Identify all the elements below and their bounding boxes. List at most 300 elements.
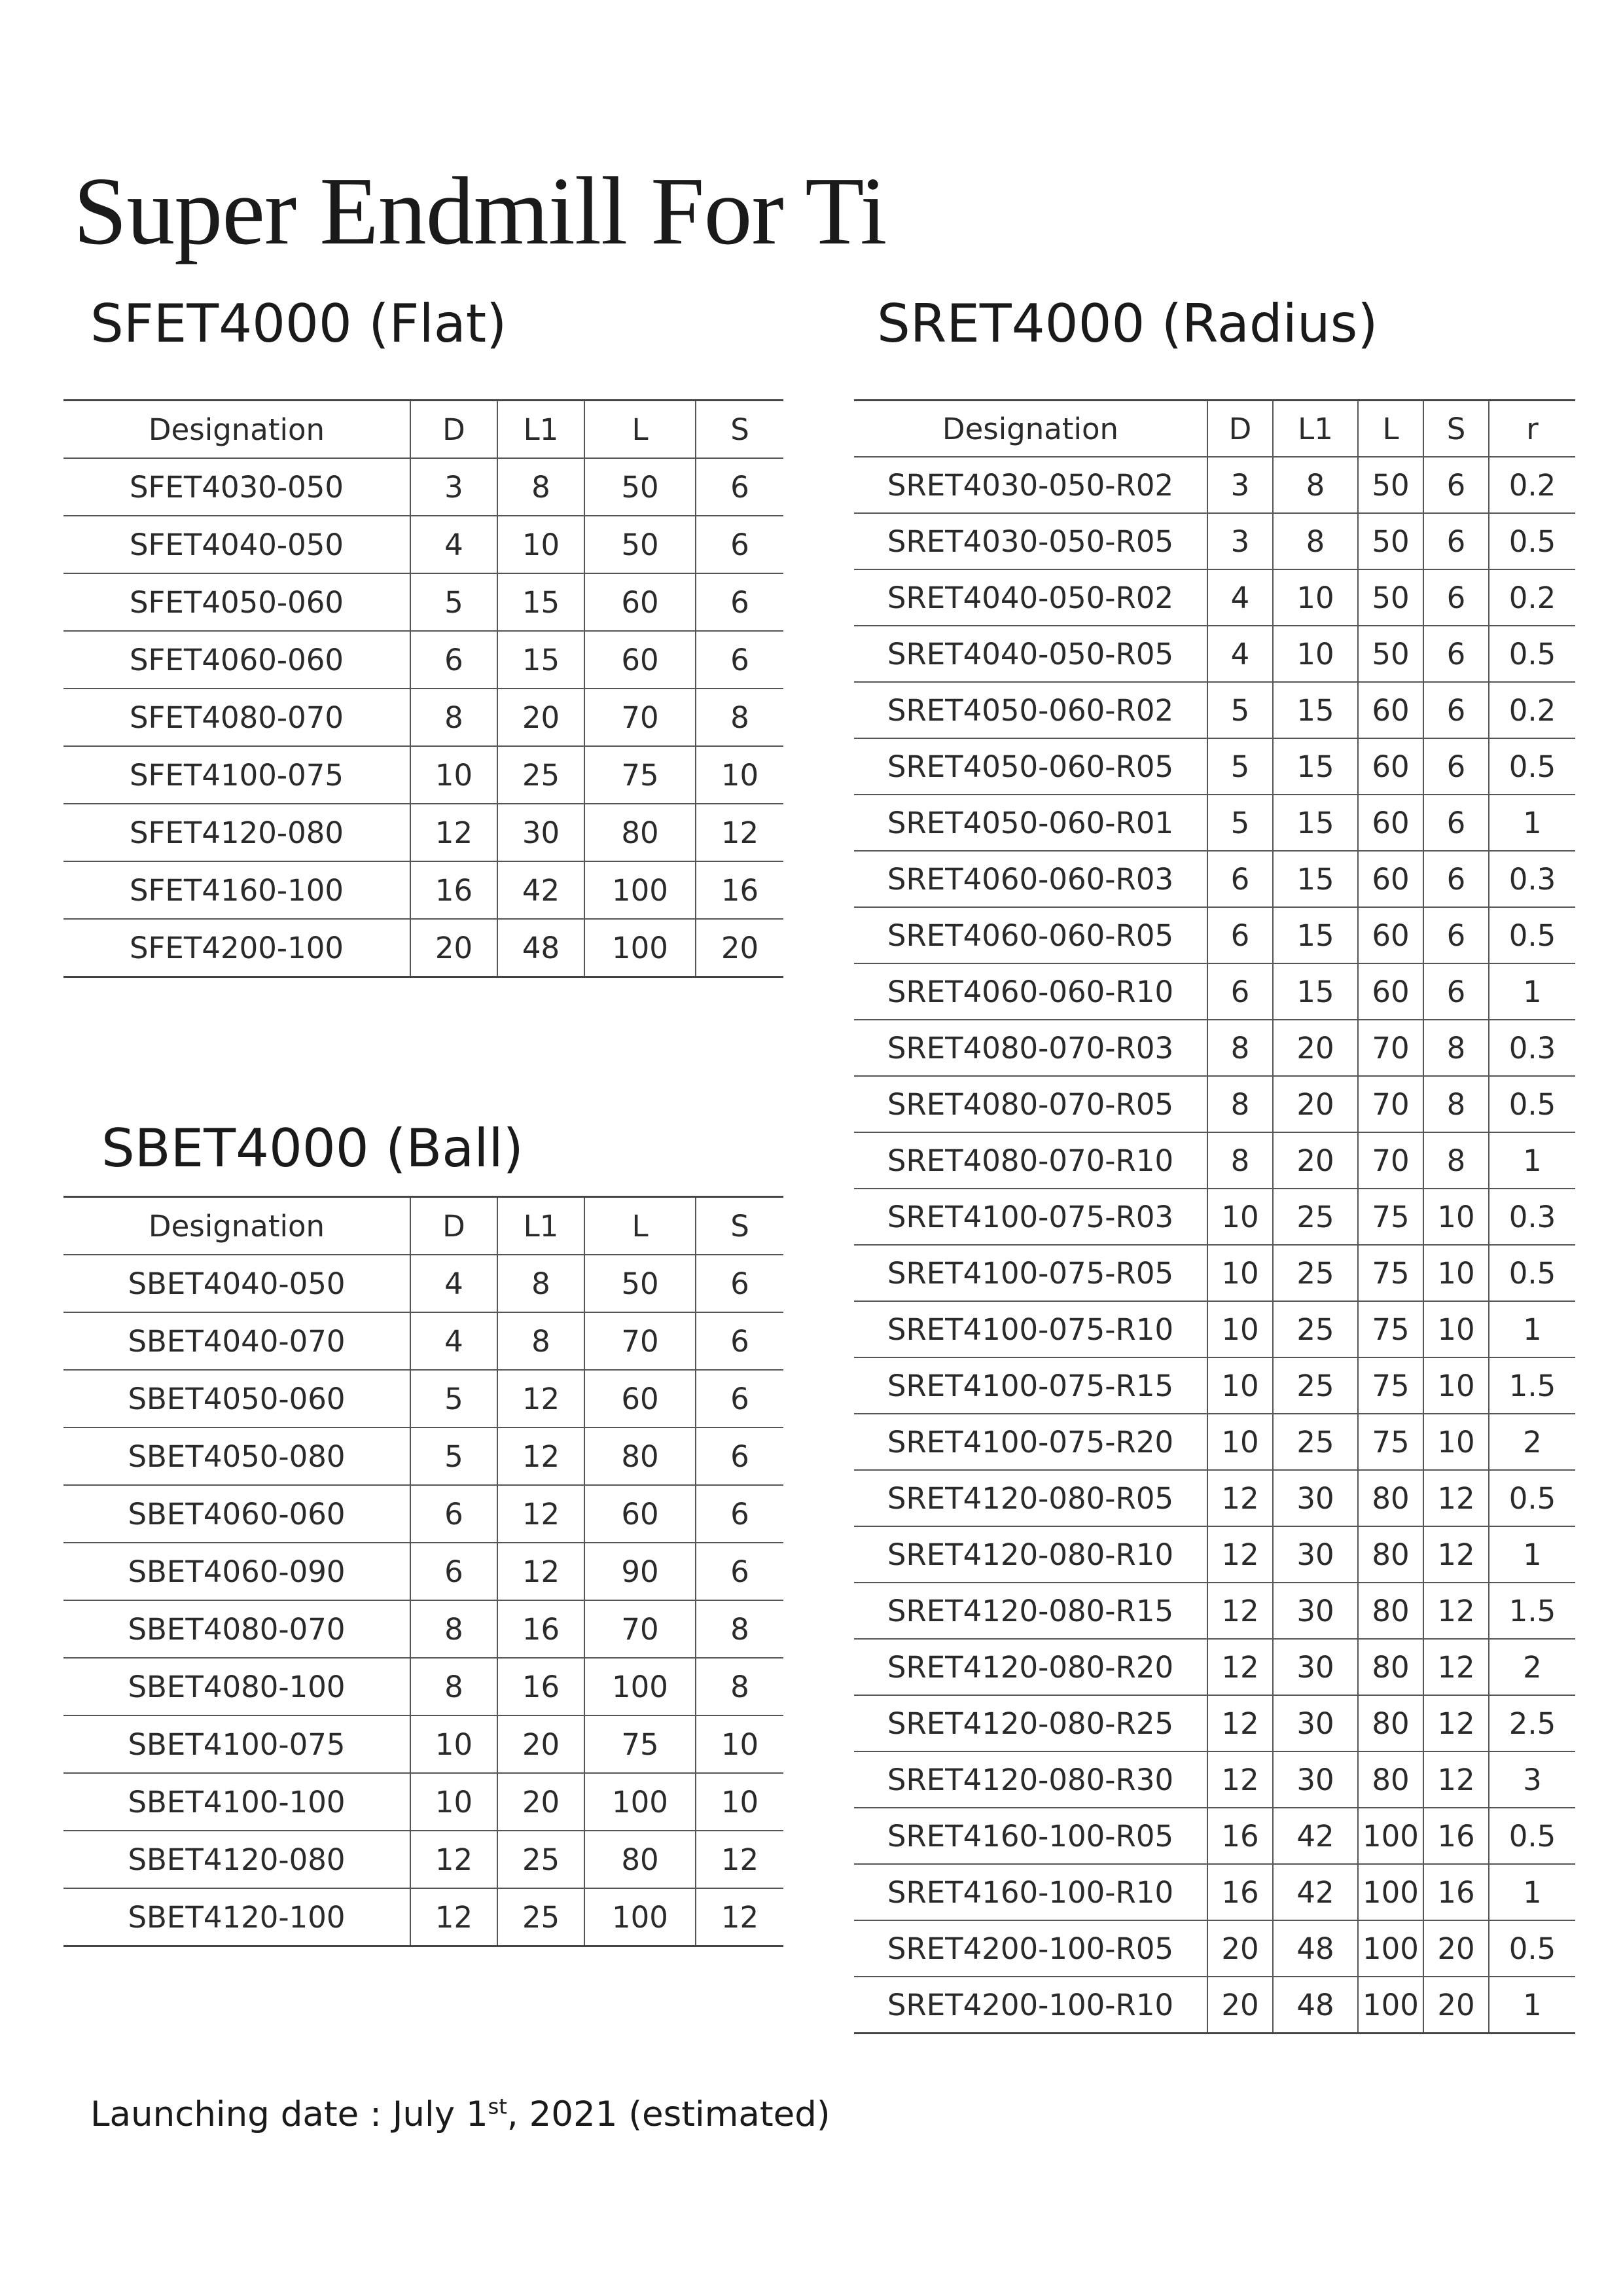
- designation-cell: SFET4040-050: [63, 516, 410, 573]
- designation-cell: SBET4050-080: [63, 1427, 410, 1485]
- launch-date-year: , 2021 (estimated): [507, 2094, 830, 2134]
- value-cell: 80: [584, 1831, 696, 1888]
- value-cell: 12: [1423, 1695, 1489, 1751]
- column-header: L1: [1273, 401, 1358, 457]
- column-header: L: [584, 1197, 696, 1255]
- designation-cell: SRET4200-100-R10: [854, 1977, 1207, 2034]
- value-cell: 1: [1489, 1301, 1575, 1357]
- value-cell: 90: [584, 1543, 696, 1600]
- designation-cell: SRET4100-075-R10: [854, 1301, 1207, 1357]
- designation-cell: SBET4060-060: [63, 1485, 410, 1543]
- table-row: [63, 1600, 783, 1658]
- value-cell: 48: [497, 919, 584, 977]
- ball-spec-table: [63, 1196, 783, 1947]
- value-cell: 2.5: [1489, 1695, 1575, 1751]
- value-cell: 12: [1423, 1583, 1489, 1639]
- value-cell: 10: [696, 746, 783, 804]
- value-cell: 0.2: [1489, 682, 1575, 738]
- column-header: L1: [497, 401, 584, 459]
- designation-cell: SRET4060-060-R10: [854, 963, 1207, 1020]
- column-header: S: [696, 401, 783, 459]
- value-cell: 48: [1273, 1920, 1358, 1977]
- column-header: Designation: [854, 401, 1207, 457]
- designation-cell: SRET4120-080-R05: [854, 1470, 1207, 1526]
- designation-cell: SBET4040-050: [63, 1255, 410, 1312]
- value-cell: 0.5: [1489, 1920, 1575, 1977]
- designation-cell: SBET4120-100: [63, 1888, 410, 1946]
- value-cell: 25: [1273, 1357, 1358, 1414]
- value-cell: 8: [696, 689, 783, 746]
- ordinal-suffix: st: [488, 2094, 507, 2119]
- value-cell: 20: [1273, 1132, 1358, 1189]
- value-cell: 75: [1358, 1357, 1423, 1414]
- value-cell: 60: [1358, 738, 1423, 795]
- table-row: [63, 919, 783, 977]
- table-row: [854, 851, 1575, 907]
- table-header-row: [854, 401, 1575, 457]
- designation-cell: SBET4050-060: [63, 1370, 410, 1427]
- column-header: D: [410, 401, 497, 459]
- value-cell: 3: [1489, 1751, 1575, 1808]
- designation-cell: SRET4040-050-R05: [854, 626, 1207, 682]
- value-cell: 20: [1273, 1076, 1358, 1132]
- value-cell: 0.5: [1489, 1470, 1575, 1526]
- table-row: [854, 457, 1575, 513]
- value-cell: 70: [584, 1600, 696, 1658]
- value-cell: 1: [1489, 1526, 1575, 1583]
- table-row: [854, 1189, 1575, 1245]
- value-cell: 1: [1489, 1864, 1575, 1920]
- value-cell: 50: [1358, 626, 1423, 682]
- designation-cell: SBET4100-075: [63, 1715, 410, 1773]
- value-cell: 4: [410, 516, 497, 573]
- value-cell: 20: [1207, 1920, 1273, 1977]
- value-cell: 30: [1273, 1526, 1358, 1583]
- value-cell: 100: [1358, 1808, 1423, 1864]
- value-cell: 6: [696, 516, 783, 573]
- value-cell: 10: [1423, 1301, 1489, 1357]
- value-cell: 100: [1358, 1864, 1423, 1920]
- value-cell: 8: [410, 689, 497, 746]
- table-row: [854, 1020, 1575, 1076]
- value-cell: 12: [1423, 1751, 1489, 1808]
- value-cell: 80: [584, 1427, 696, 1485]
- page-title: Super Endmill For Ti: [73, 158, 887, 265]
- value-cell: 12: [1207, 1583, 1273, 1639]
- radius-section-heading: SRET4000 (Radius): [877, 293, 1378, 354]
- designation-cell: SRET4100-075-R05: [854, 1245, 1207, 1301]
- value-cell: 8: [1207, 1076, 1273, 1132]
- table-row: [854, 963, 1575, 1020]
- table-row: [854, 1357, 1575, 1414]
- designation-cell: SBET4040-070: [63, 1312, 410, 1370]
- value-cell: 60: [584, 1370, 696, 1427]
- value-cell: 0.3: [1489, 1020, 1575, 1076]
- table-row: [63, 1543, 783, 1600]
- value-cell: 12: [497, 1543, 584, 1600]
- value-cell: 25: [1273, 1301, 1358, 1357]
- value-cell: 80: [584, 804, 696, 861]
- value-cell: 6: [696, 1255, 783, 1312]
- value-cell: 12: [1423, 1526, 1489, 1583]
- value-cell: 0.3: [1489, 851, 1575, 907]
- value-cell: 0.5: [1489, 1808, 1575, 1864]
- value-cell: 4: [1207, 569, 1273, 626]
- value-cell: 10: [1273, 569, 1358, 626]
- designation-cell: SRET4120-080-R20: [854, 1639, 1207, 1695]
- table-row: [854, 1301, 1575, 1357]
- value-cell: 1: [1489, 1132, 1575, 1189]
- table-row: [854, 1639, 1575, 1695]
- designation-cell: SRET4160-100-R10: [854, 1864, 1207, 1920]
- flat-section-heading: SFET4000 (Flat): [90, 293, 507, 354]
- value-cell: 10: [1423, 1245, 1489, 1301]
- value-cell: 70: [1358, 1076, 1423, 1132]
- value-cell: 4: [410, 1255, 497, 1312]
- value-cell: 12: [1207, 1695, 1273, 1751]
- value-cell: 8: [497, 1312, 584, 1370]
- value-cell: 75: [584, 746, 696, 804]
- value-cell: 0.2: [1489, 569, 1575, 626]
- value-cell: 3: [1207, 457, 1273, 513]
- designation-cell: SRET4050-060-R01: [854, 795, 1207, 851]
- value-cell: 20: [1273, 1020, 1358, 1076]
- value-cell: 10: [1273, 626, 1358, 682]
- ball-section-heading: SBET4000 (Ball): [101, 1118, 524, 1179]
- value-cell: 10: [696, 1773, 783, 1831]
- table-row: [63, 458, 783, 516]
- table-row: [63, 1370, 783, 1427]
- value-cell: 50: [584, 458, 696, 516]
- value-cell: 12: [1423, 1639, 1489, 1695]
- designation-cell: SFET4050-060: [63, 573, 410, 631]
- value-cell: 2: [1489, 1414, 1575, 1470]
- value-cell: 6: [410, 1485, 497, 1543]
- value-cell: 75: [1358, 1301, 1423, 1357]
- table-row: [63, 573, 783, 631]
- value-cell: 60: [584, 573, 696, 631]
- value-cell: 60: [1358, 851, 1423, 907]
- value-cell: 12: [696, 1888, 783, 1946]
- column-header: S: [1423, 401, 1489, 457]
- value-cell: 8: [1273, 457, 1358, 513]
- table-row: [854, 907, 1575, 963]
- value-cell: 0.5: [1489, 513, 1575, 569]
- value-cell: 5: [1207, 738, 1273, 795]
- value-cell: 50: [1358, 457, 1423, 513]
- table-row: [854, 1695, 1575, 1751]
- value-cell: 50: [1358, 513, 1423, 569]
- table-row: [63, 1658, 783, 1715]
- value-cell: 30: [1273, 1470, 1358, 1526]
- value-cell: 15: [1273, 963, 1358, 1020]
- value-cell: 10: [410, 746, 497, 804]
- value-cell: 30: [1273, 1751, 1358, 1808]
- value-cell: 16: [1207, 1808, 1273, 1864]
- table-row: [63, 1773, 783, 1831]
- table-row: [854, 1132, 1575, 1189]
- value-cell: 15: [1273, 738, 1358, 795]
- value-cell: 12: [497, 1485, 584, 1543]
- value-cell: 1: [1489, 795, 1575, 851]
- designation-cell: SBET4060-090: [63, 1543, 410, 1600]
- table-row: [63, 516, 783, 573]
- value-cell: 10: [1423, 1357, 1489, 1414]
- designation-cell: SFET4060-060: [63, 631, 410, 689]
- value-cell: 70: [1358, 1132, 1423, 1189]
- designation-cell: SRET4100-075-R03: [854, 1189, 1207, 1245]
- table-row: [854, 1864, 1575, 1920]
- value-cell: 6: [1423, 795, 1489, 851]
- designation-cell: SRET4060-060-R05: [854, 907, 1207, 963]
- value-cell: 6: [1423, 626, 1489, 682]
- value-cell: 12: [1207, 1526, 1273, 1583]
- value-cell: 70: [584, 1312, 696, 1370]
- value-cell: 15: [1273, 795, 1358, 851]
- designation-cell: SFET4100-075: [63, 746, 410, 804]
- table-row: [63, 1831, 783, 1888]
- value-cell: 75: [584, 1715, 696, 1773]
- value-cell: 16: [1207, 1864, 1273, 1920]
- value-cell: 10: [410, 1773, 497, 1831]
- value-cell: 6: [696, 458, 783, 516]
- value-cell: 6: [696, 1543, 783, 1600]
- value-cell: 6: [696, 1370, 783, 1427]
- value-cell: 42: [497, 861, 584, 919]
- column-header: r: [1489, 401, 1575, 457]
- value-cell: 0.5: [1489, 907, 1575, 963]
- value-cell: 10: [1207, 1301, 1273, 1357]
- designation-cell: SRET4120-080-R25: [854, 1695, 1207, 1751]
- value-cell: 50: [584, 1255, 696, 1312]
- table-row: [854, 1583, 1575, 1639]
- value-cell: 0.5: [1489, 1076, 1575, 1132]
- table-row: [63, 1427, 783, 1485]
- value-cell: 60: [1358, 907, 1423, 963]
- value-cell: 6: [410, 631, 497, 689]
- value-cell: 25: [1273, 1189, 1358, 1245]
- column-header: L: [584, 401, 696, 459]
- value-cell: 8: [1423, 1020, 1489, 1076]
- designation-cell: SRET4120-080-R15: [854, 1583, 1207, 1639]
- value-cell: 25: [1273, 1414, 1358, 1470]
- value-cell: 1: [1489, 1977, 1575, 2034]
- value-cell: 100: [584, 1658, 696, 1715]
- table-row: [63, 1255, 783, 1312]
- value-cell: 6: [696, 631, 783, 689]
- value-cell: 6: [1423, 569, 1489, 626]
- value-cell: 12: [696, 804, 783, 861]
- table-row: [854, 795, 1575, 851]
- value-cell: 60: [584, 1485, 696, 1543]
- value-cell: 6: [1207, 963, 1273, 1020]
- value-cell: 100: [1358, 1977, 1423, 2034]
- table-row: [854, 1751, 1575, 1808]
- value-cell: 3: [410, 458, 497, 516]
- designation-cell: SRET4050-060-R05: [854, 738, 1207, 795]
- value-cell: 8: [1207, 1132, 1273, 1189]
- table-row: [854, 1245, 1575, 1301]
- designation-cell: SBET4080-100: [63, 1658, 410, 1715]
- value-cell: 20: [410, 919, 497, 977]
- value-cell: 8: [1273, 513, 1358, 569]
- value-cell: 12: [1423, 1470, 1489, 1526]
- value-cell: 16: [1423, 1808, 1489, 1864]
- designation-cell: SFET4030-050: [63, 458, 410, 516]
- designation-cell: SRET4060-060-R03: [854, 851, 1207, 907]
- value-cell: 8: [696, 1658, 783, 1715]
- value-cell: 42: [1273, 1864, 1358, 1920]
- value-cell: 6: [696, 573, 783, 631]
- value-cell: 48: [1273, 1977, 1358, 2034]
- table-header-row: [63, 1197, 783, 1255]
- table-row: [63, 804, 783, 861]
- value-cell: 5: [410, 573, 497, 631]
- table-row: [63, 861, 783, 919]
- table-row: [854, 569, 1575, 626]
- value-cell: 20: [1423, 1920, 1489, 1977]
- value-cell: 6: [696, 1312, 783, 1370]
- value-cell: 75: [1358, 1189, 1423, 1245]
- value-cell: 6: [696, 1427, 783, 1485]
- value-cell: 80: [1358, 1639, 1423, 1695]
- value-cell: 25: [497, 746, 584, 804]
- value-cell: 10: [1423, 1414, 1489, 1470]
- column-header: D: [1207, 401, 1273, 457]
- value-cell: 5: [1207, 795, 1273, 851]
- value-cell: 5: [410, 1427, 497, 1485]
- value-cell: 20: [696, 919, 783, 977]
- value-cell: 100: [584, 1888, 696, 1946]
- table-row: [63, 1312, 783, 1370]
- value-cell: 12: [696, 1831, 783, 1888]
- value-cell: 10: [1423, 1189, 1489, 1245]
- table-row: [854, 1076, 1575, 1132]
- value-cell: 15: [497, 573, 584, 631]
- value-cell: 25: [1273, 1245, 1358, 1301]
- value-cell: 6: [1423, 682, 1489, 738]
- table-row: [854, 682, 1575, 738]
- table-row: [854, 738, 1575, 795]
- table-row: [854, 1414, 1575, 1470]
- value-cell: 20: [497, 1715, 584, 1773]
- table-row: [63, 689, 783, 746]
- column-header: L1: [497, 1197, 584, 1255]
- value-cell: 0.5: [1489, 1245, 1575, 1301]
- column-header: S: [696, 1197, 783, 1255]
- value-cell: 12: [1207, 1751, 1273, 1808]
- value-cell: 10: [410, 1715, 497, 1773]
- designation-cell: SRET4120-080-R30: [854, 1751, 1207, 1808]
- value-cell: 16: [497, 1658, 584, 1715]
- value-cell: 25: [497, 1888, 584, 1946]
- value-cell: 10: [497, 516, 584, 573]
- value-cell: 16: [696, 861, 783, 919]
- value-cell: 1: [1489, 963, 1575, 1020]
- value-cell: 6: [1423, 513, 1489, 569]
- value-cell: 6: [1423, 457, 1489, 513]
- value-cell: 100: [1358, 1920, 1423, 1977]
- value-cell: 10: [1207, 1357, 1273, 1414]
- value-cell: 30: [1273, 1639, 1358, 1695]
- value-cell: 60: [1358, 963, 1423, 1020]
- table-row: [63, 1715, 783, 1773]
- designation-cell: SRET4160-100-R05: [854, 1808, 1207, 1864]
- value-cell: 15: [1273, 851, 1358, 907]
- value-cell: 1.5: [1489, 1357, 1575, 1414]
- value-cell: 8: [1423, 1076, 1489, 1132]
- designation-cell: SBET4120-080: [63, 1831, 410, 1888]
- value-cell: 20: [497, 689, 584, 746]
- table-row: [854, 1526, 1575, 1583]
- value-cell: 4: [1207, 626, 1273, 682]
- value-cell: 6: [1423, 907, 1489, 963]
- value-cell: 6: [696, 1485, 783, 1543]
- value-cell: 3: [1207, 513, 1273, 569]
- value-cell: 60: [584, 631, 696, 689]
- value-cell: 70: [1358, 1020, 1423, 1076]
- value-cell: 75: [1358, 1245, 1423, 1301]
- table-row: [63, 746, 783, 804]
- value-cell: 6: [1207, 851, 1273, 907]
- value-cell: 100: [584, 861, 696, 919]
- value-cell: 30: [1273, 1583, 1358, 1639]
- value-cell: 30: [1273, 1695, 1358, 1751]
- designation-cell: SRET4080-070-R03: [854, 1020, 1207, 1076]
- value-cell: 30: [497, 804, 584, 861]
- value-cell: 8: [497, 1255, 584, 1312]
- column-header: Designation: [63, 1197, 410, 1255]
- designation-cell: SRET4080-070-R10: [854, 1132, 1207, 1189]
- value-cell: 4: [410, 1312, 497, 1370]
- table-row: [63, 631, 783, 689]
- designation-cell: SRET4080-070-R05: [854, 1076, 1207, 1132]
- table-row: [854, 1470, 1575, 1526]
- value-cell: 80: [1358, 1470, 1423, 1526]
- value-cell: 42: [1273, 1808, 1358, 1864]
- designation-cell: SBET4080-070: [63, 1600, 410, 1658]
- table-row: [854, 1808, 1575, 1864]
- value-cell: 50: [1358, 569, 1423, 626]
- value-cell: 100: [584, 1773, 696, 1831]
- value-cell: 10: [1207, 1189, 1273, 1245]
- value-cell: 12: [410, 1831, 497, 1888]
- value-cell: 6: [1207, 907, 1273, 963]
- designation-cell: SRET4120-080-R10: [854, 1526, 1207, 1583]
- value-cell: 20: [497, 1773, 584, 1831]
- radius-spec-table: [854, 399, 1575, 2034]
- value-cell: 2: [1489, 1639, 1575, 1695]
- designation-cell: SRET4050-060-R02: [854, 682, 1207, 738]
- value-cell: 50: [584, 516, 696, 573]
- table-row: [854, 1920, 1575, 1977]
- designation-cell: SRET4030-050-R05: [854, 513, 1207, 569]
- value-cell: 60: [1358, 795, 1423, 851]
- table-row: [854, 626, 1575, 682]
- value-cell: 15: [497, 631, 584, 689]
- value-cell: 12: [497, 1427, 584, 1485]
- value-cell: 16: [410, 861, 497, 919]
- designation-cell: SFET4080-070: [63, 689, 410, 746]
- value-cell: 75: [1358, 1414, 1423, 1470]
- value-cell: 60: [1358, 682, 1423, 738]
- column-header: Designation: [63, 401, 410, 459]
- value-cell: 0.2: [1489, 457, 1575, 513]
- value-cell: 80: [1358, 1526, 1423, 1583]
- value-cell: 6: [1423, 963, 1489, 1020]
- designation-cell: SRET4100-075-R15: [854, 1357, 1207, 1414]
- designation-cell: SFET4120-080: [63, 804, 410, 861]
